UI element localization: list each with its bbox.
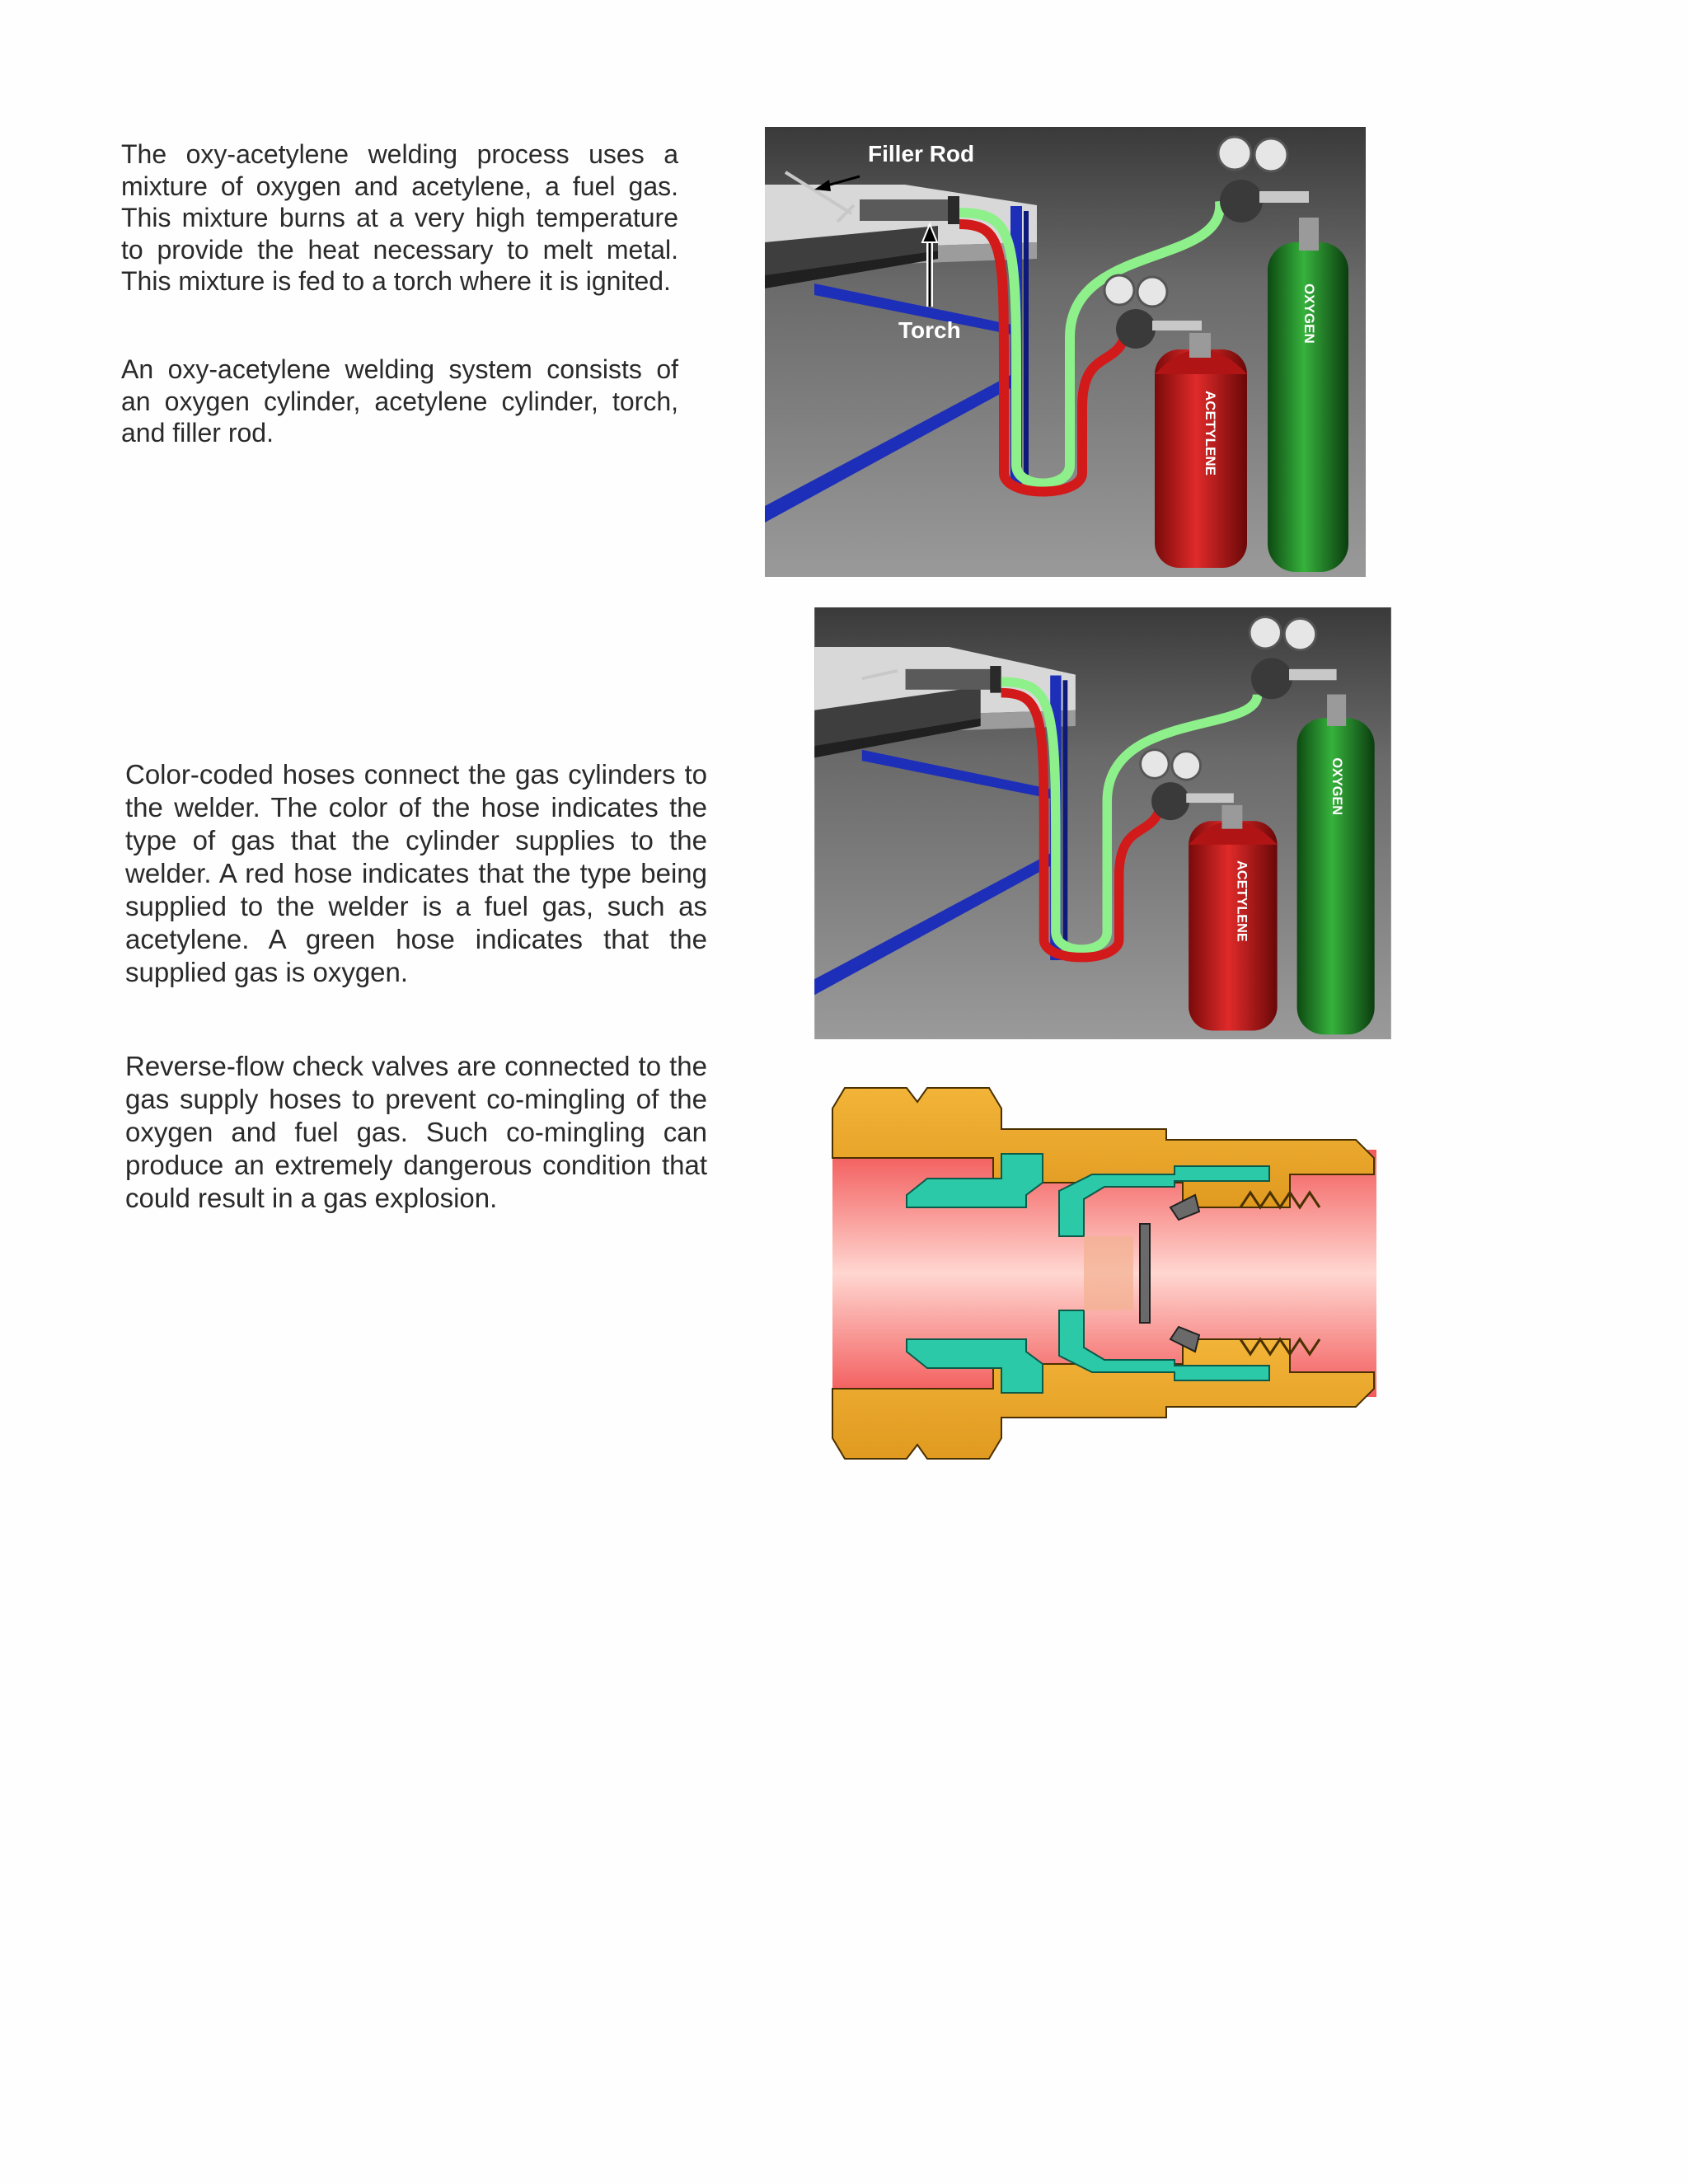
- acetylene-cylinder-label-2: ACETYLENE: [1234, 860, 1250, 942]
- intro-paragraph-2: An oxy-acetylene welding system consists of an oxygen cylinder, acetylene cylinder, torch, and filler rod.: [121, 354, 678, 448]
- oxygen-cylinder-label: OXYGEN: [1301, 284, 1317, 344]
- welding-setup-figure-labeled: [765, 127, 1366, 577]
- welding-setup-figure: [814, 607, 1391, 1039]
- intro-paragraph-1: The oxy-acetylene welding process uses a mixture of oxygen and acetylene, a fuel gas. This mixture burns at a very high temperature to provide the heat necessary to melt metal. This mixture is fed to a torch where it is ignited.: [121, 139, 678, 296]
- torch-label: Torch: [898, 317, 961, 343]
- acetylene-cylinder-label: ACETYLENE: [1203, 391, 1218, 476]
- check-valve-paragraph: Reverse-flow check valves are connected to the gas supply hoses to prevent co-mingling of the oxygen and fuel gas. Such co-mingling can produce an extremely dangerous condition that could result in a gas explosion.: [125, 1051, 707, 1213]
- check-valve-cross-section: [828, 1084, 1381, 1463]
- hoses-paragraph: Color-coded hoses connect the gas cylinders to the welder. The color of the hose indicates the type of gas that the cylinder supplies to the welder. A red hose indicates that the type being supplied to the welder is a fuel gas, such as acetylene. A green hose indicates that the supplied gas is oxygen.: [125, 759, 707, 987]
- oxygen-cylinder-label-2: OXYGEN: [1329, 757, 1344, 816]
- filler-rod-label: Filler Rod: [868, 141, 975, 166]
